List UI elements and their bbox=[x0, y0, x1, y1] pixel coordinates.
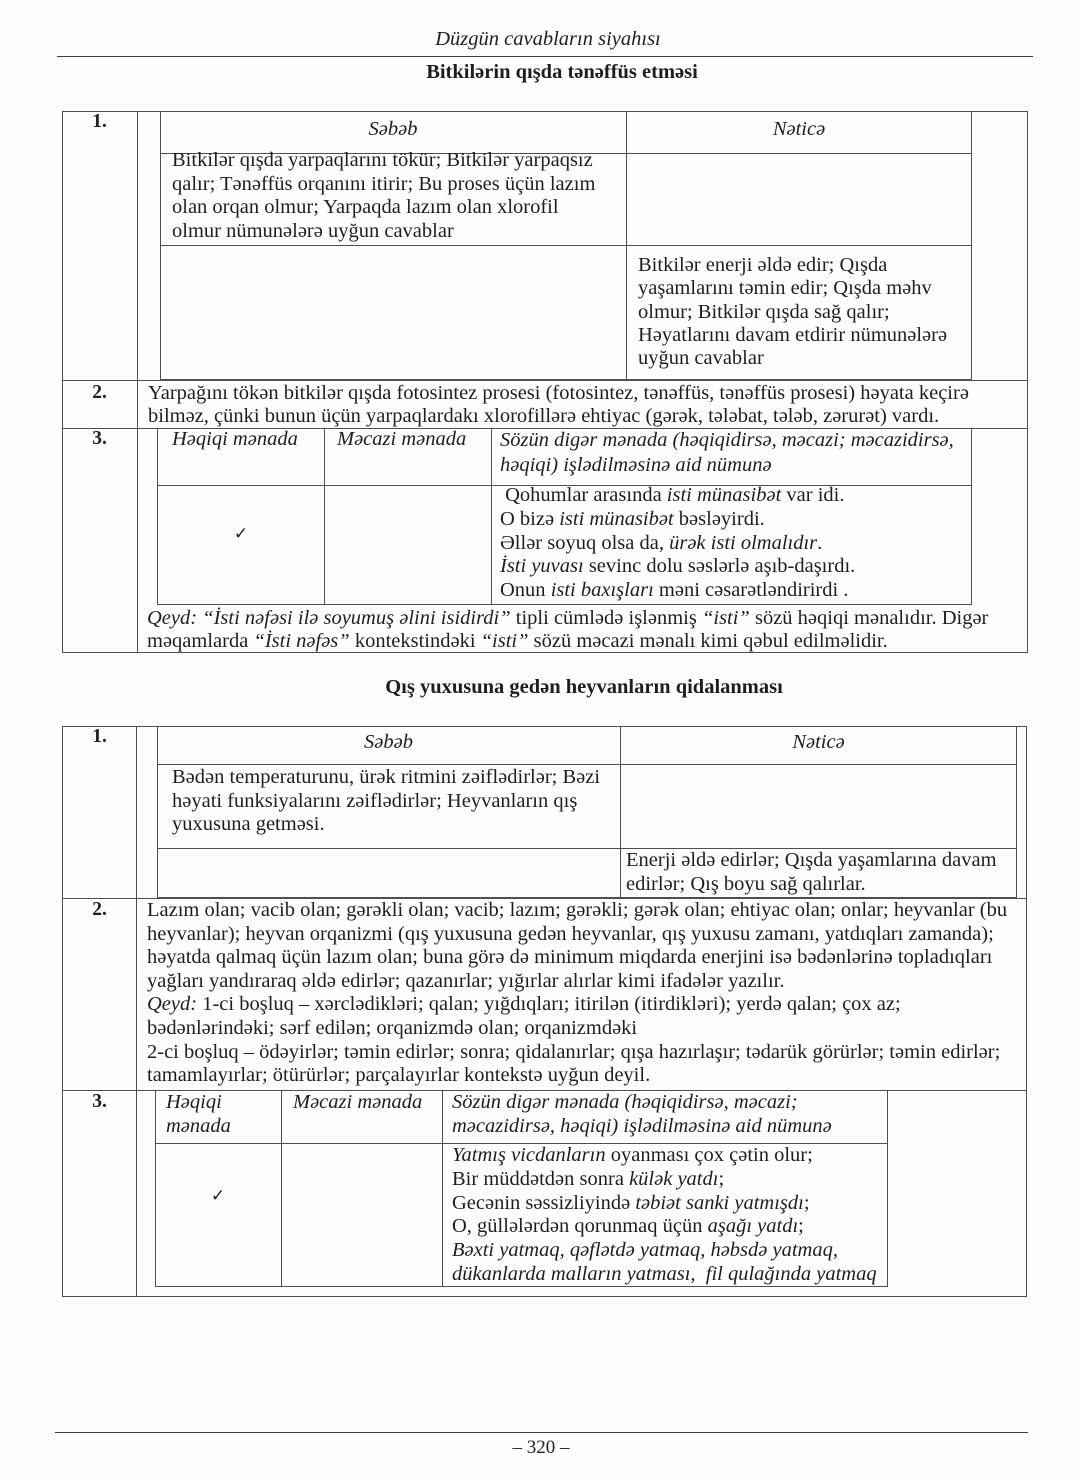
section-1-title: Bitkilərin qışda tənəffüs etməsi bbox=[426, 61, 698, 83]
answer-text bbox=[148, 382, 969, 428]
example-sentences bbox=[500, 484, 855, 603]
cause-header: Səbəb bbox=[368, 118, 418, 140]
text-line bbox=[452, 1115, 832, 1139]
figurative-meaning-header: Məcazi mənada bbox=[293, 1091, 423, 1113]
text-line bbox=[452, 1144, 877, 1168]
text: var idi. bbox=[781, 484, 845, 506]
text: edirlər; Qış boyu sağ qalırlar. bbox=[626, 872, 866, 895]
text: Onun bbox=[500, 579, 551, 602]
text-line bbox=[626, 849, 997, 873]
text-line bbox=[147, 1064, 1007, 1088]
result-header: Nəticə bbox=[772, 118, 826, 140]
text: . bbox=[817, 531, 823, 554]
text: O, güllələrdən qorunmaq üçün bbox=[452, 1215, 708, 1238]
italic-text: isti münasibət bbox=[666, 484, 782, 506]
italic-text: külək yatdı bbox=[629, 1167, 719, 1190]
text-line bbox=[500, 579, 855, 603]
text: O bizə bbox=[500, 507, 560, 530]
text-line bbox=[500, 428, 954, 453]
text: sevinc dolu səslərlə aşıb-daşırdı. bbox=[583, 555, 856, 578]
text: uyğun cavablar bbox=[638, 347, 764, 370]
check-mark-icon: ✓ bbox=[210, 1186, 226, 1206]
text-line bbox=[626, 873, 997, 897]
row-number: 1. bbox=[92, 726, 107, 747]
check-mark-icon: ✓ bbox=[233, 524, 249, 544]
text: Bir müddətdən sonra bbox=[452, 1167, 630, 1190]
italic-text: isti baxışları bbox=[550, 579, 654, 602]
text-line bbox=[172, 766, 600, 790]
text-line bbox=[147, 1041, 1007, 1065]
text-line bbox=[638, 324, 947, 347]
text-line bbox=[452, 1239, 877, 1263]
text: olmur; Bitkilər qışda sağ qalır; bbox=[638, 300, 890, 323]
text: Sözün digər mənada (həqiqidirsə, məcazi; məcazidirsə, bbox=[500, 429, 954, 451]
text: qalır; Tənəffüs orqanını itirir; Bu proses üçün lazım bbox=[172, 172, 596, 195]
text: Həqiqi bbox=[166, 1091, 222, 1113]
text-line bbox=[452, 1168, 877, 1192]
result-header: Nəticə bbox=[792, 731, 845, 753]
text: Bədən temperaturunu, ürək ritmini zəiflədirlər; Bəzi bbox=[172, 766, 601, 788]
text: məni cəsarətləndirirdi . bbox=[653, 579, 849, 602]
text-line bbox=[147, 899, 1007, 923]
text: Həyatlarını davam etdirir nümunələrə bbox=[638, 323, 948, 346]
text: oyanması çox çətin olur; bbox=[605, 1144, 813, 1166]
text-line bbox=[147, 993, 1007, 1017]
text: həyatda qalmaq üçün lazım olan; buna görə də minimum miqdarda enerjini isə bədənlərinə topladıqları bbox=[147, 946, 993, 969]
text: 1-ci boşluq – xərclədikləri; qalan; yığdıqları; itirilən (itirdikləri); yerdə qalan; çox az; bbox=[197, 993, 901, 1016]
text: Yarpağını tökən bitkilər qışda fotosintez prosesi (fotosintez, tənəffüs, tənəffüs prosesi) həyata keçirə bbox=[148, 382, 969, 404]
text-line bbox=[172, 173, 595, 197]
text: bəsləyirdi. bbox=[673, 507, 765, 530]
text: tipli cümlədə işlənmiş bbox=[510, 607, 702, 629]
text-line bbox=[148, 405, 969, 428]
text: Gecənin səssizliyində bbox=[452, 1191, 636, 1214]
row-number: 3. bbox=[92, 1091, 107, 1112]
number-column-divider bbox=[136, 726, 137, 1297]
answer-text bbox=[147, 899, 1007, 1088]
text-line bbox=[148, 382, 969, 405]
italic-text: “isti” bbox=[480, 629, 529, 652]
text-line bbox=[500, 555, 855, 579]
cause-text bbox=[172, 149, 595, 243]
literal-meaning-header bbox=[166, 1091, 231, 1138]
text: həqiqi) işlədilməsinə aid nümunə bbox=[500, 453, 772, 476]
italic-text: Qeyd: bbox=[147, 993, 198, 1016]
text-line bbox=[638, 277, 947, 300]
italic-text: isti münasibət bbox=[559, 507, 674, 530]
text-line bbox=[172, 196, 595, 220]
text-line bbox=[147, 607, 988, 630]
column-divider bbox=[281, 1090, 282, 1287]
text-line bbox=[500, 453, 954, 478]
text-line bbox=[500, 484, 855, 508]
number-column-divider bbox=[137, 111, 138, 653]
text-line bbox=[452, 1263, 877, 1287]
note-text bbox=[147, 607, 988, 652]
row-divider bbox=[160, 245, 972, 246]
cause-text bbox=[172, 766, 600, 837]
text-line bbox=[147, 630, 988, 653]
italic-text: ürək isti olmalıdır bbox=[669, 531, 818, 554]
text-line bbox=[500, 508, 855, 532]
text: ; bbox=[798, 1215, 804, 1238]
figurative-meaning-header: Məcazi mənada bbox=[337, 428, 467, 450]
text: Enerji əldə edirlər; Qışda yaşamlarına davam bbox=[626, 849, 997, 871]
text: sözü həqiqi mənalıdır. Digər bbox=[749, 607, 989, 629]
text-line bbox=[147, 946, 1007, 970]
column-divider bbox=[442, 1090, 443, 1287]
example-sentences bbox=[452, 1144, 877, 1287]
footer-rule bbox=[55, 1432, 1028, 1433]
text-line bbox=[452, 1091, 832, 1115]
header-divider bbox=[157, 764, 1017, 765]
text-line bbox=[147, 1017, 1007, 1041]
text: bədənlərindəki; sərf edilən; orqanizmdə olan; orqanizmdəki bbox=[147, 1016, 638, 1039]
italic-text: təbiət sanki yatmışdı bbox=[635, 1191, 804, 1214]
text-line bbox=[172, 790, 600, 814]
text-line bbox=[166, 1091, 231, 1115]
text-line bbox=[638, 254, 947, 277]
row-number: 2. bbox=[92, 899, 107, 920]
text: tamamlayırlar; ötürürlər; parçalayırlar kontekstə uyğun deyil. bbox=[147, 1064, 651, 1087]
text-line bbox=[172, 813, 600, 837]
page-number: – 320 – bbox=[512, 1437, 570, 1458]
text: olan orqan olmur; Yarpaqda lazım olan xlorofil bbox=[172, 196, 559, 218]
column-divider bbox=[491, 428, 492, 605]
italic-text: “İsti nəfəs” bbox=[253, 629, 350, 652]
text: Bitkilər qışda yarpaqlarını tökür; Bitkilər yarpaqsız bbox=[172, 149, 593, 171]
text-line bbox=[166, 1115, 231, 1139]
text: kontekstindəki bbox=[349, 629, 481, 652]
text: heyvanlar); heyvan orqanizmi (qış yuxusuna gedən heyvanlar, qış yuxusu zamanı, yatdıqları zamanda); bbox=[147, 922, 994, 945]
text: məqamlarda bbox=[147, 629, 254, 652]
text-line bbox=[172, 149, 595, 173]
result-text bbox=[626, 849, 997, 896]
text: məcazidirsə, həqiqi) işlədilməsinə aid nümunə bbox=[452, 1114, 832, 1137]
header-rule bbox=[57, 56, 1033, 57]
text: sözü məcazi mənalı kimi qəbul edilməlidir. bbox=[528, 629, 888, 652]
section-2-title: Qış yuxusuna gedən heyvanların qidalanması bbox=[385, 676, 783, 698]
cause-header: Səbəb bbox=[364, 731, 413, 753]
text: mənada bbox=[166, 1114, 231, 1137]
column-divider bbox=[626, 111, 627, 380]
italic-text: “isti” bbox=[701, 607, 750, 629]
text: 2-ci boşluq – ödəyirlər; təmin edirlər; sonra; qidalanırlar; qışa hazırlaşır; tədarük görürlər; təmin edirlər; bbox=[147, 1040, 1001, 1063]
row-divider bbox=[62, 380, 1028, 381]
row-number: 2. bbox=[92, 382, 107, 403]
text-line bbox=[638, 347, 947, 370]
text: Əllər soyuq olsa da, bbox=[500, 531, 670, 554]
text-line bbox=[500, 532, 855, 556]
italic-text: aşağı yatdı bbox=[707, 1215, 799, 1238]
text: yaşamlarını təmin edir; Qışda məhv bbox=[638, 277, 932, 300]
column-divider bbox=[324, 428, 325, 605]
text: yağları yandıraraq əldə edirlər; qazanırlar; yığırlar alırlar kimi ifadələr yazılır. bbox=[147, 969, 785, 992]
text: bilməz, çünki bunun üçün yarpaqlardakı xlorofillərə ehtiyac (gərək, tələbat, tələb, zərurət) vardı. bbox=[148, 405, 940, 427]
italic-text: İsti yuvası bbox=[500, 555, 584, 578]
text-line bbox=[147, 970, 1007, 994]
text: olmur nümunələrə uyğun cavablar bbox=[172, 219, 454, 242]
literal-meaning-header: Həqiqi mənada bbox=[172, 428, 298, 450]
text-line bbox=[452, 1215, 877, 1239]
italic-text: Qeyd: “İsti nəfəsi ilə soyumuş əlini isidirdi” bbox=[147, 607, 511, 629]
text: həyati funksiyalarını zəiflədirlər; Heyvanların qış bbox=[172, 789, 578, 812]
text: ; bbox=[803, 1191, 810, 1214]
text: ; bbox=[718, 1167, 725, 1190]
row-number: 3. bbox=[92, 428, 107, 449]
other-meaning-header bbox=[500, 428, 954, 477]
text: Bitkilər enerji əldə edir; Qışda bbox=[638, 254, 888, 276]
other-meaning-header bbox=[452, 1091, 832, 1138]
text: yuxusuna getməsi. bbox=[172, 813, 325, 835]
text-line bbox=[452, 1192, 877, 1216]
text: Qohumlar arasında bbox=[500, 484, 667, 506]
result-text bbox=[638, 254, 947, 370]
row-number: 1. bbox=[92, 111, 107, 132]
text-line bbox=[638, 301, 947, 324]
text: Lazım olan; vacib olan; gərəkli olan; vacib; lazım; gərəkli; gərək olan; ehtiyac olan; onlar; heyvanlar (bu bbox=[147, 899, 1008, 921]
text-line bbox=[147, 923, 1007, 947]
text-line bbox=[172, 220, 595, 244]
text: Sözün digər mənada (həqiqidirsə, məcazi; bbox=[452, 1091, 798, 1113]
italic-text: Bəxti yatmaq, qəflətdə yatmaq, həbsdə yatmaq, bbox=[452, 1239, 838, 1262]
running-title: Düzgün cavabların siyahısı bbox=[435, 28, 661, 50]
italic-text: dükanlarda malların yatması, fil qulağında yatmaq bbox=[452, 1262, 877, 1285]
italic-text: Yatmış vicdanların bbox=[452, 1144, 606, 1166]
